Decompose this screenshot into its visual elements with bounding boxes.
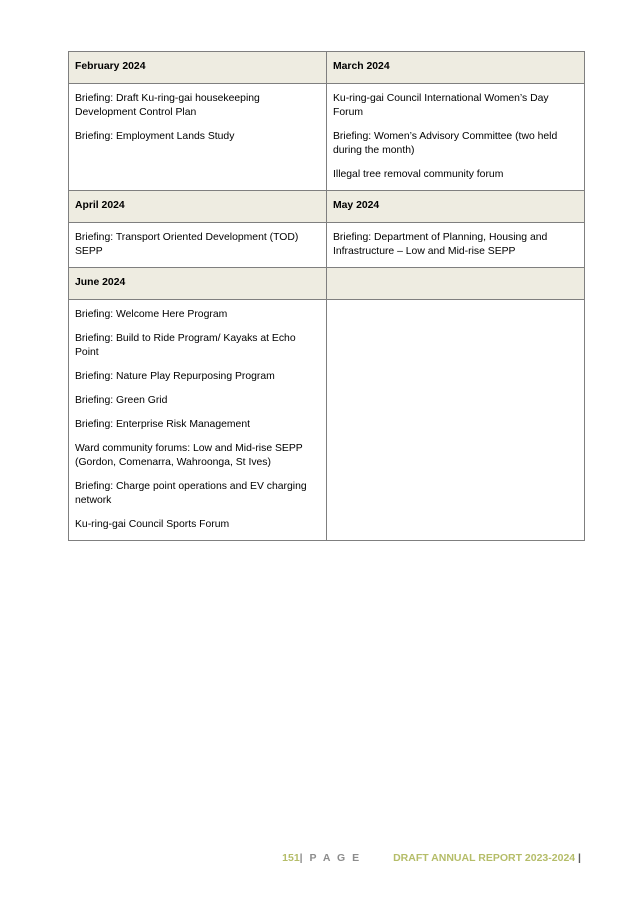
month-header-row [69,191,585,223]
briefing-item: Briefing: Department of Planning, Housing and Infrastructure – Low and Mid-rise SEPP [333,232,548,257]
briefing-row [69,84,585,191]
briefing-cell [327,223,585,268]
month-header-cell: March 2024 [327,52,585,84]
briefing-item: Briefing: Nature Play Repurposing Program [75,371,275,382]
page-label: | P A G E [299,852,362,864]
briefing-cell [69,84,327,191]
briefing-item: Briefing: Transport Oriented Development (TOD) SEPP [75,232,299,257]
month-header-cell [327,268,585,300]
briefing-item: Illegal tree removal community forum [333,169,504,180]
briefing-row [69,223,585,268]
briefing-cell [69,300,327,541]
briefing-item: Briefing: Draft Ku-ring-gai housekeeping Development Control Plan [75,93,260,118]
briefing-item: Briefing: Enterprise Risk Management [75,419,250,430]
month-header-row [69,268,585,300]
briefing-cell [69,223,327,268]
month-header-cell: February 2024 [69,52,327,84]
month-header-cell: May 2024 [327,191,585,223]
briefing-row [69,300,585,541]
briefing-item: Ku-ring-gai Council International Women’s Day Forum [333,93,549,118]
page-number: 151 [282,852,300,864]
month-header-cell: April 2024 [69,191,327,223]
briefing-item: Briefing: Employment Lands Study [75,131,235,142]
footer-end-bar: | [578,852,581,864]
month-header-cell: June 2024 [69,268,327,300]
briefing-item: Briefing: Green Grid [75,395,168,406]
briefing-item: Briefing: Women’s Advisory Committee (two held during the month) [333,131,558,156]
briefing-item: Briefing: Charge point operations and EV charging network [75,481,307,506]
briefing-item: Ku-ring-gai Council Sports Forum [75,519,230,530]
briefing-cell [327,300,585,541]
page-footer [282,852,581,864]
briefing-cell [327,84,585,191]
briefing-item: Briefing: Build to Ride Program/ Kayaks at Echo Point [75,333,296,358]
briefing-item: Briefing: Welcome Here Program [75,309,228,320]
table-body [69,52,585,541]
report-title: DRAFT ANNUAL REPORT 2023-2024 [393,852,576,864]
briefings-table [68,51,585,541]
month-header-row [69,52,585,84]
briefing-item: Ward community forums: Low and Mid-rise SEPP (Gordon, Comenarra, Wahroonga, St Ives) [75,443,303,468]
